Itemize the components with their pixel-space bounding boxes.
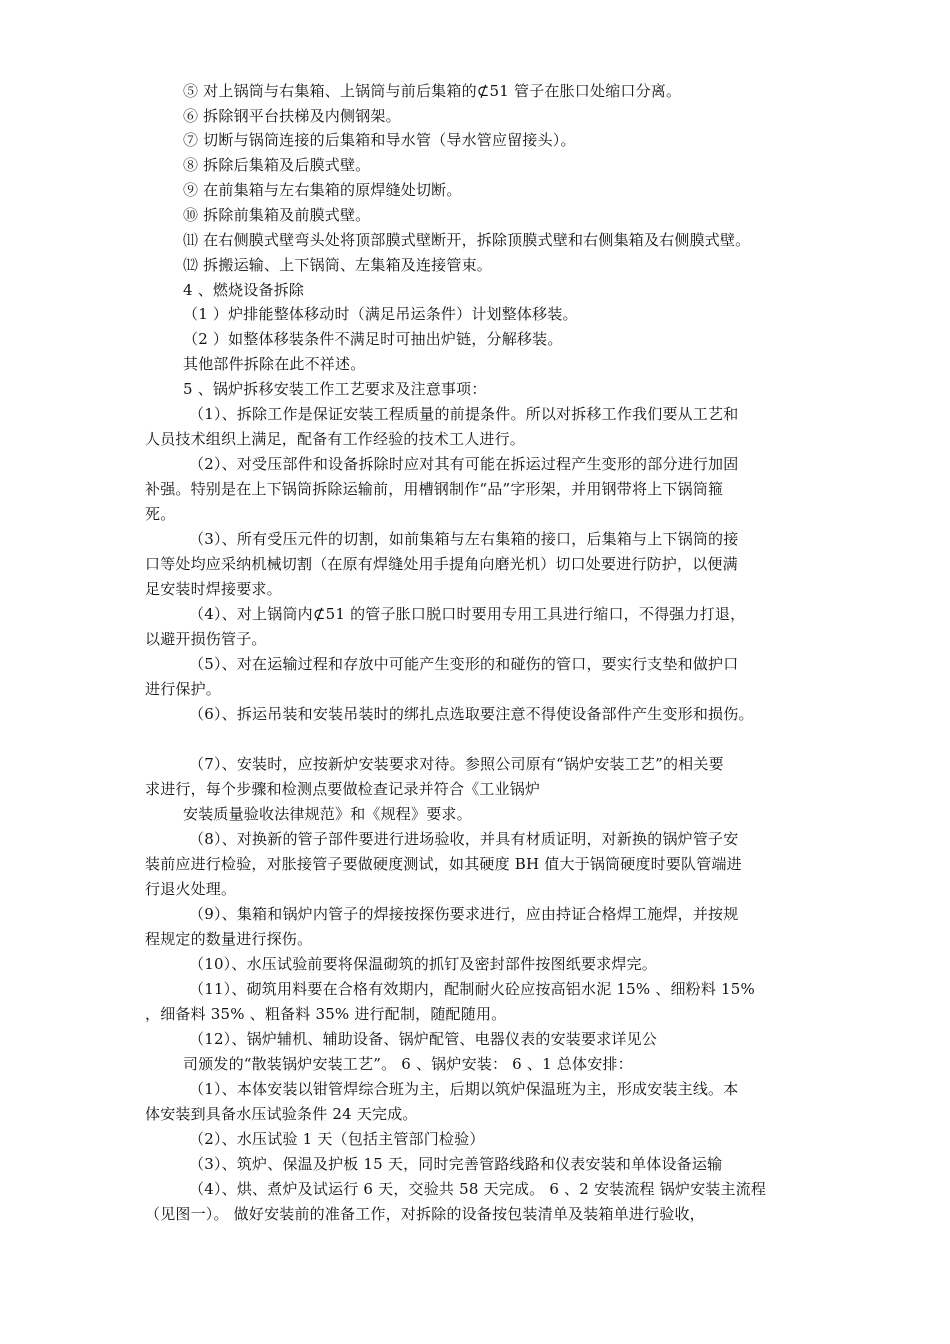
- text-line: 司颁发的“散装锅炉安装工艺”。 6 、锅炉安装： 6 、1 总体安排：: [183, 1055, 633, 1073]
- text-line: ⑤ 对上锅筒与右集箱、上锅筒与前后集箱的⊄51 管子在胀口处缩口分离。: [183, 82, 682, 100]
- text-line: （12）、锅炉辅机、辅助设备、锅炉配管、电器仪表的安装要求详见公: [189, 1030, 657, 1048]
- text-line: ⑦ 切断与锅筒连接的后集箱和导水管（导水管应留接头）。: [183, 131, 576, 149]
- text-line: （3）、筑炉、保温及护板 15 天，同时完善管路线路和仪表安装和单体设备运输: [189, 1155, 723, 1173]
- section-heading: 4 、燃烧设备拆除: [183, 281, 305, 299]
- text-line: 进行保护。: [145, 680, 222, 698]
- text-line: （2）、水压试验 1 天（包括主管部门检验）: [189, 1130, 485, 1148]
- text-line: 程规定的数量进行探伤。: [145, 930, 313, 948]
- text-line: 死。: [145, 505, 176, 523]
- text-line: 安装质量验收法律规范》和《规程》要求。: [183, 805, 472, 823]
- text-line: ⑥ 拆除钢平台扶梯及内侧钢架。: [183, 107, 401, 125]
- text-line: 足安装时焊接要求。: [145, 580, 282, 598]
- text-line: （11）、砌筑用料要在合格有效期内，配制耐火砼应按高铝水泥 15% 、细粉料 15%: [189, 980, 755, 998]
- text-line: （4）、对上锅筒内⊄51 的管子胀口脱口时要用专用工具进行缩口，不得强力打退，: [189, 605, 746, 623]
- text-line: （1 ）炉排能整体移动时（满足吊运条件）计划整体移装。: [183, 305, 578, 323]
- text-line: 行退火处理。: [145, 880, 237, 898]
- text-line: （2）、对受压部件和设备拆除时应对其有可能在拆运过程产生变形的部分进行加固: [189, 455, 739, 473]
- text-line: （1）、拆除工作是保证安装工程质量的前提条件。所以对拆移工作我们要从工艺和: [189, 405, 739, 423]
- text-line: 人员技术组织上满足，配备有工作经验的技术工人进行。: [145, 430, 526, 448]
- text-line: （2 ）如整体移装条件不满足时可抽出炉链，分解移装。: [183, 330, 563, 348]
- text-line: （9）、集箱和锅炉内管子的焊接按探伤要求进行，应由持证合格焊工施焊，并按规: [189, 905, 739, 923]
- text-line: ⑧ 拆除后集箱及后膜式壁。: [183, 156, 371, 174]
- text-line: （5）、对在运输过程和存放中可能产生变形的和碰伤的管口，要实行支垫和做护口: [189, 655, 739, 673]
- text-line: （4）、烘、煮炉及试运行 6 天，交验共 58 天完成。 6 、2 安装流程 锅炉安装主流程: [189, 1180, 767, 1198]
- section-heading: 5 、锅炉拆移安装工作工艺要求及注意事项：: [183, 380, 487, 398]
- text-line: （见图一）。 做好安装前的准备工作，对拆除的设备按包装清单及装箱单进行验收，: [145, 1205, 705, 1223]
- text-line: 以避开损伤管子。: [145, 630, 267, 648]
- text-line: （6）、拆运吊装和安装吊装时的绑扎点选取要注意不得使设备部件产生变形和损伤。: [189, 705, 754, 723]
- text-line: （7）、安装时，应按新炉安装要求对待。参照公司原有“锅炉安装工艺”的相关要: [189, 755, 724, 773]
- text-line: （8）、对换新的管子部件要进行进场验收，并具有材质证明，对新换的锅炉管子安: [189, 830, 739, 848]
- text-line: 口等处均应采纳机械切割（在原有焊缝处用手提角向磨光机）切口处要进行防护，以便满: [145, 555, 738, 573]
- text-line: ⑩ 拆除前集箱及前膜式壁。: [183, 206, 371, 224]
- text-line: 补强。特别是在上下锅筒拆除运输前，用槽钢制作“品”字形架，并用钢带将上下锅筒箍: [145, 480, 724, 498]
- text-line: （1）、本体安装以钳管焊综合班为主，后期以筑炉保温班为主，形成安装主线。本: [189, 1080, 739, 1098]
- text-line: （3）、所有受压元件的切割，如前集箱与左右集箱的接口，后集箱与上下锅筒的接: [189, 530, 739, 548]
- text-line: 装前应进行检验，对胀接管子要做硬度测试，如其硬度 BH 值大于锅筒硬度时要队管端进: [145, 855, 742, 873]
- text-line: ⑿ 拆搬运输、上下锅筒、左集箱及连接管束。: [183, 256, 492, 274]
- text-line: 体安装到具备水压试验条件 24 天完成。: [145, 1105, 418, 1123]
- text-line: ⑨ 在前集箱与左右集箱的原焊缝处切断。: [183, 181, 462, 199]
- text-line: （10）、水压试验前要将保温砌筑的抓钉及密封部件按图纸要求焊完。: [189, 955, 657, 973]
- text-line: ，细备料 35% 、粗备料 35% 进行配制，随配随用。: [145, 1005, 507, 1023]
- text-line: ⑾ 在右侧膜式壁弯头处将顶部膜式壁断开，拆除顶膜式壁和右侧集箱及右侧膜式壁。: [183, 231, 751, 249]
- text-line: 其他部件拆除在此不祥述。: [183, 355, 366, 373]
- text-line: 求进行，每个步骤和检测点要做检查记录并符合《工业锅炉: [145, 780, 541, 798]
